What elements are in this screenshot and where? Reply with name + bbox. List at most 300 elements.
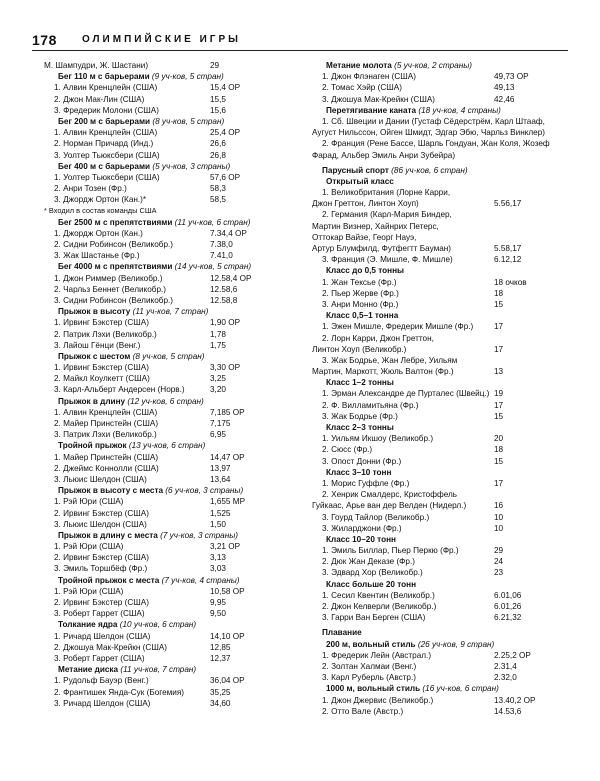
event-heading (44, 485, 308, 496)
result-text: 3. Роберт Гаррет (США) (54, 653, 145, 663)
result-value: 3,25 (210, 374, 226, 384)
result-value: 3,03 (210, 564, 226, 574)
result-line (312, 288, 568, 299)
result-text: 1. Рэй Юри (США) (54, 586, 124, 596)
heading-participants: (16 уч-ков, 6 стран) (420, 684, 499, 694)
result-value: 6,95 (210, 430, 226, 440)
result-text: 1. Ирвинг Бэкстер (США) (54, 318, 149, 328)
result-line (312, 500, 568, 511)
result-line (312, 254, 568, 265)
result-value: 3,21 ОР (210, 542, 241, 552)
result-line (44, 675, 308, 686)
result-line (312, 512, 568, 523)
result-line (312, 333, 568, 344)
result-line (312, 489, 568, 500)
result-line (312, 433, 568, 444)
result-line (312, 706, 568, 717)
heading-title: Класс 2–3 тонны (326, 423, 394, 432)
heading-participants: (18 уч-ков, 4 страны) (416, 105, 501, 115)
result-value: 1,525 (210, 508, 231, 518)
result-text: 1. Рудольф Бауэр (Венг.) (54, 676, 149, 686)
heading-title: Класс больше 20 тонн (326, 579, 417, 589)
event-heading (44, 71, 308, 82)
result-value: 7.41,0 (210, 251, 233, 261)
result-text: 1. Алвин Кренцлейн (США) (54, 407, 158, 417)
result-text: Аугуст Нильссон, Ойген Шмидт, Эдгар Эбю, Чарльз Винклер) (312, 128, 546, 138)
result-line (44, 82, 308, 93)
heading-title: Бег 400 м с барьерами (58, 161, 151, 171)
result-line (312, 590, 568, 601)
result-text: 3. Льюис Шелдон (США) (54, 519, 147, 529)
result-value: 58,3 (210, 184, 226, 194)
result-line (44, 519, 308, 530)
footnote-text: * Входил в состав команды США (44, 206, 157, 216)
result-text: 3. Карл Руберль (Австр.) (322, 673, 416, 683)
result-value: 49,13 (494, 83, 515, 93)
result-value: 2.31,4 (494, 661, 517, 671)
result-line (44, 127, 308, 138)
result-text: 3. Эдвард Хор (Великобр.) (322, 568, 423, 578)
heading-title: 200 м, вольный стиль (326, 639, 416, 649)
result-line (312, 232, 568, 243)
result-line (312, 127, 568, 138)
result-text: 3. Роберт Гаррет (США) (54, 609, 145, 619)
result-value: 1,655 МР (210, 497, 246, 507)
result-line (312, 94, 568, 105)
result-value: 7,185 ОР (210, 407, 245, 417)
result-value: 6.01,06 (494, 590, 522, 600)
result-text: 3. Патрик Лэхи (Великобр.) (54, 430, 157, 440)
result-value: 6.21,32 (494, 613, 522, 623)
result-text: 3. Гарри Ван Берген (США) (322, 613, 426, 623)
result-value: 29 (210, 61, 220, 70)
result-line (44, 508, 308, 519)
heading-participants: (10 уч-ков, 6 стран) (117, 620, 197, 630)
result-line (44, 474, 308, 485)
result-line (312, 567, 568, 578)
result-line (44, 608, 308, 619)
result-value: 17 (494, 322, 504, 332)
result-text: 3. Жак Шастанье (Фр.) (54, 251, 140, 261)
result-line (312, 545, 568, 556)
result-value: 9,50 (210, 609, 226, 619)
result-text: 3. Сидни Робинсон (Великобр.) (54, 295, 174, 305)
result-line (312, 344, 568, 355)
result-text: 3. Эмиль Торшбёф (Фр.) (54, 564, 148, 574)
result-value: 1,78 (210, 329, 226, 339)
result-value: 17 (494, 478, 504, 488)
result-line (312, 411, 568, 422)
result-text: 2. Майер Принстейн (США) (54, 419, 159, 428)
result-value: 3,20 (210, 385, 226, 395)
result-value: 7,175 (210, 419, 231, 428)
event-heading (44, 306, 308, 317)
result-text: 2. Анри Тозен (Фр.) (54, 184, 127, 194)
heading-title: Прыжок в высоту (58, 307, 131, 317)
heading-participants: (5 уч-ков, 3 страны) (150, 161, 231, 171)
result-line (44, 239, 308, 250)
result-value: 3,30 ОР (210, 363, 241, 373)
heading-title: Прыжок с шестом (58, 351, 131, 361)
result-text: 3. Карл-Альберт Андерсен (Норв.) (54, 385, 185, 395)
result-text: 3. Джошуа Мак-Крейкн (США) (322, 94, 436, 104)
result-line (312, 138, 568, 149)
result-text: 2. Джошуа Мак-Крейкн (США) (54, 642, 168, 652)
result-value: 10,58 ОР (210, 586, 245, 596)
result-line (312, 82, 568, 93)
result-value: 42,46 (494, 94, 515, 104)
result-text: 1. Ирвинг Бэкстер (США) (54, 363, 149, 373)
result-line (312, 400, 568, 411)
heading-participants: (26 уч-ков, 9 стран) (415, 639, 495, 649)
result-line (44, 653, 308, 664)
result-text: 1. Джон Риммер (Великобр.) (54, 273, 163, 283)
result-value: 13.40,2 ОР (494, 695, 536, 705)
result-value: 7.34,4 ОР (210, 228, 247, 238)
result-text: 3. Жак Бодрье, Жан Лебре, Уильям (322, 355, 458, 365)
left-column (44, 60, 308, 709)
result-line (44, 295, 308, 306)
result-value: 16 (494, 501, 504, 511)
result-line (312, 478, 568, 489)
result-value: 15 (494, 411, 504, 421)
result-text: 2. Отто Вале (Австр.) (322, 706, 404, 716)
result-line (44, 407, 308, 418)
result-value: 12.58,4 ОР (210, 273, 252, 283)
result-value: 14,47 ОР (210, 452, 245, 462)
page-header (32, 30, 568, 52)
result-text: 1. Рэй Юри (США) (54, 542, 124, 552)
heading-title: Открытый класс (326, 176, 394, 186)
heading-participants: (5 уч-ков, 2 страны) (391, 61, 472, 70)
heading-title: 1000 м, вольный стиль (326, 684, 421, 694)
result-line (44, 429, 308, 440)
result-line (312, 523, 568, 534)
result-line (312, 661, 568, 672)
event-heading (312, 310, 568, 321)
event-heading (44, 530, 308, 541)
result-text: 1. Алвин Кренцлейн (США) (54, 128, 158, 138)
heading-title: Парусный спорт (322, 165, 389, 175)
result-text: 2. Ирвинг Бэкстер (США) (54, 508, 149, 518)
result-line (312, 321, 568, 332)
result-line (312, 71, 568, 82)
event-heading (312, 579, 568, 590)
heading-title: Метание молота (326, 61, 392, 70)
result-line (312, 277, 568, 288)
result-value: 13 (494, 367, 504, 377)
heading-participants: (14 уч-ков, 5 стран) (172, 262, 252, 272)
event-heading (312, 377, 568, 388)
result-text: 2. Сидни Робинсон (Великобр.) (54, 240, 174, 249)
event-heading (44, 575, 308, 586)
result-text: 3. Льюис Шелдон (США) (54, 474, 147, 484)
running-title: ОЛИМПИЙСКИЕ ИГРЫ (82, 34, 241, 45)
result-text: 1. Эмиль Биллар, Пьер Перкю (Фр.) (322, 546, 459, 556)
result-value: 5.58,17 (494, 244, 522, 253)
result-line (312, 556, 568, 567)
result-text: 1. Морис Гуффле (Фр.) (322, 478, 410, 488)
event-heading (44, 161, 308, 172)
result-line (312, 355, 568, 366)
result-value: 29 (494, 546, 504, 556)
result-text: 2. Франтишек Янда-Сук (Богемия) (54, 687, 184, 697)
result-text: Оттокар Вайзе, Георг Науэ, (312, 232, 417, 242)
result-value: 15,5 (210, 94, 226, 104)
result-value: 26,6 (210, 139, 226, 149)
result-line (312, 612, 568, 623)
event-heading (312, 639, 568, 650)
result-value: 1,90 ОР (210, 318, 241, 328)
result-value: 5.56,17 (494, 199, 522, 209)
event-heading (44, 351, 308, 362)
result-text: 2. Майкл Коулкетт (США) (54, 374, 150, 384)
heading-title: Бег 2500 м с препятствиями (58, 217, 173, 227)
result-value: 15 (494, 299, 504, 309)
event-heading (44, 217, 308, 228)
heading-title: Класс 0,5–1 тонна (326, 311, 399, 321)
result-line (44, 597, 308, 608)
result-text: 1. Уолтер Тьюксбери (США) (54, 172, 160, 182)
result-value: 34,60 (210, 698, 231, 708)
heading-title: Класс 3–10 тонн (326, 467, 392, 477)
heading-participants: (7 уч-ков, 3 страны) (157, 530, 238, 540)
result-value: 26,8 (210, 150, 226, 160)
result-line (312, 388, 568, 399)
result-value: 3,13 (210, 553, 226, 563)
result-value: 15,4 ОР (210, 83, 241, 93)
heading-participants: (8 уч-ков, 5 стран) (130, 351, 205, 361)
result-line (44, 284, 308, 295)
heading-title: Бег 110 м с барьерами (58, 72, 150, 82)
heading-title: Прыжок в длину (58, 396, 126, 406)
result-text: 1. Джордж Ортон (Кан.) (54, 228, 143, 238)
result-text: М. Шампудри, Ж. Шастани) (44, 61, 149, 70)
result-text: Артур Блумфилд, Футфегтт Бауман) (312, 244, 451, 253)
result-text: 3. Франция (Э. Мишле, Ф. Мишле) (322, 255, 453, 265)
result-value: 14,10 ОР (210, 631, 245, 641)
heading-title: Прыжок в длину с места (58, 530, 158, 540)
result-line (312, 299, 568, 310)
event-heading (312, 105, 568, 116)
result-line (44, 317, 308, 328)
result-text: 1. Уильям Икшоу (Великобр.) (322, 434, 434, 444)
result-line (44, 496, 308, 507)
result-text: 3. Жак Бодрье (Фр.) (322, 411, 398, 421)
result-value: 13,64 (210, 474, 231, 484)
result-line (44, 273, 308, 284)
result-value: 13,97 (210, 463, 231, 473)
heading-participants: (9 уч-ков, 5 стран) (149, 72, 224, 82)
result-value: 19 (494, 389, 504, 399)
result-text: 1. Великобритания (Лорне Карри, (322, 188, 451, 198)
result-value: 36,04 ОР (210, 676, 245, 686)
event-heading (44, 664, 308, 675)
result-line (44, 631, 308, 642)
result-line (312, 601, 568, 612)
result-value: 12,37 (210, 653, 231, 663)
result-text: 2. Ф. Вилламитьяна (Фр.) (322, 400, 419, 410)
result-text: 2. Франция (Рене Бассе, Шарль Гондуан, Жан Коля, Жозеф (322, 139, 550, 149)
result-value: 2.32,0 (494, 673, 517, 683)
result-text: 3. Фредерик Молони (США) (54, 105, 159, 115)
result-value: 1,50 (210, 519, 226, 529)
result-text: 2. Джон Келверли (Великобр.) (322, 602, 437, 611)
result-text: 3. Опост Донни (Фр.) (322, 456, 402, 466)
result-line (44, 541, 308, 552)
result-line (44, 340, 308, 351)
result-line (312, 650, 568, 661)
result-text: Линтон Хоуп (Великобр.) (312, 344, 407, 354)
result-text: 1. Ричард Шелдон (США) (54, 631, 151, 641)
result-value: 18 (494, 445, 504, 455)
result-line (44, 642, 308, 653)
result-value: 2.25,2 ОР (494, 650, 531, 660)
result-value: 12,85 (210, 642, 231, 652)
result-text: 2. Золтан Халмаи (Венг.) (322, 661, 417, 671)
event-heading (312, 176, 568, 187)
right-column (312, 60, 568, 717)
result-text: 3. Гоурд Тайлор (Великобр.) (322, 512, 430, 522)
result-text: 3. Лайош Гёнци (Венг.) (54, 340, 141, 350)
result-value: 18 очков (494, 277, 527, 287)
result-line (44, 362, 308, 373)
result-line (44, 418, 308, 429)
result-text: 1. Эрман Александре де Пурталес (Швейц.) (322, 389, 490, 399)
footnote (44, 205, 308, 216)
result-value: 58,5 (210, 195, 226, 205)
heading-title: Класс 1–2 тонны (326, 378, 394, 388)
result-line (312, 187, 568, 198)
result-line (44, 687, 308, 698)
result-text: 3. Джордж Ортон (Кан.)* (54, 195, 147, 205)
result-text: Мартин, Маркотт, Жюль Валтон (Фр.) (312, 367, 454, 377)
result-text: 2. Норман Причард (Инд.) (54, 139, 154, 149)
result-line (312, 456, 568, 467)
result-text: 1. Сб. Швеции и Дании (Густаф Сёдерстрём, Карл Штааф, (322, 116, 545, 126)
result-line (312, 444, 568, 455)
result-value: 24 (494, 557, 504, 567)
result-value: 57,6 ОР (210, 172, 241, 182)
result-text: 2. Патрик Лэхи (Великобр.) (54, 329, 157, 339)
result-line (44, 150, 308, 161)
heading-title: Метание диска (58, 665, 119, 675)
result-value: 10 (494, 512, 504, 522)
heading-participants: (13 уч-ков, 6 стран) (126, 441, 206, 451)
result-value: 14.53,6 (494, 706, 522, 716)
result-line (44, 60, 308, 71)
result-line (312, 243, 568, 254)
result-value: 18 (494, 288, 504, 298)
result-line (312, 150, 568, 161)
result-text: 3. Жиларджони (Фр.) (322, 523, 402, 533)
result-text: 3. Уолтер Тьюксбери (США) (54, 150, 160, 160)
event-heading (44, 440, 308, 451)
event-heading (44, 619, 308, 630)
result-text: Джон Греттон, Линтон Хоуп) (312, 199, 419, 209)
result-text: 3. Ричард Шелдон (США) (54, 698, 151, 708)
heading-participants: (11 уч-ков, 7 стран) (130, 307, 209, 317)
event-heading (312, 683, 568, 694)
result-value: 1,75 (210, 340, 226, 350)
result-text: 2. Дюк Жан Деказе (Фр.) (322, 557, 415, 567)
page-number: 178 (32, 32, 57, 48)
result-text: 1. Эжен Мишле, Фредерик Мишле (Фр.) (322, 322, 474, 332)
result-line (312, 116, 568, 127)
result-value: 6.01,26 (494, 602, 522, 611)
heading-participants: (11 уч-ков, 6 стран) (172, 217, 251, 227)
result-value: 17 (494, 344, 504, 354)
result-line (312, 198, 568, 209)
heading-participants: (12 уч-ков, 6 стран) (125, 396, 204, 406)
event-heading (312, 422, 568, 433)
result-line (312, 695, 568, 706)
result-text: 1. Рэй Юри (США) (54, 497, 124, 507)
result-text: 2. Ирвинг Бэкстер (США) (54, 598, 149, 607)
sport-heading (312, 165, 568, 176)
result-text: 2. Пьер Жерве (Фр.) (322, 288, 399, 298)
result-line (44, 384, 308, 395)
heading-title: Бег 4000 м с препятствиями (58, 262, 173, 272)
header-rule (32, 50, 568, 51)
heading-participants: (8 уч-ков, 5 стран) (150, 116, 225, 126)
heading-participants: (7 уч-ков, 4 страны) (159, 575, 240, 585)
event-heading (312, 60, 568, 71)
heading-title: Класс 10–20 тонн (326, 534, 396, 544)
result-text: 2. Германия (Карл-Мария Биндер, (322, 210, 452, 220)
result-value: 49,73 ОР (494, 72, 529, 82)
result-text: 2. Чарльз Беннет (Великобр.) (54, 284, 167, 294)
result-text: Гуйкаас, Арье ван дер Велден (Нидерл.) (312, 501, 467, 511)
result-line (44, 250, 308, 261)
heading-title: Перетягивание каната (326, 105, 417, 115)
result-line (312, 209, 568, 220)
result-text: 2. Томас Хэйр (США) (322, 83, 402, 93)
result-text: Мартин Визнер, Хайнрих Петерс, (312, 221, 439, 231)
heading-title: Плавание (322, 628, 362, 638)
result-text: 2. Хенрик Смалдерс, Кристоффель (322, 490, 458, 500)
result-line (44, 105, 308, 116)
heading-participants: (86 уч-ков, 6 стран) (388, 165, 468, 175)
result-text: 3. Анри Монно (Фр.) (322, 299, 399, 309)
result-value: 25,4 ОР (210, 128, 241, 138)
result-value: 6.12,12 (494, 255, 522, 265)
event-heading (312, 534, 568, 545)
result-value: 15,6 (210, 105, 226, 115)
result-text: 2. Лорн Карри, Джон Греттон, (322, 333, 434, 343)
heading-title: Прыжок в высоту с места (58, 486, 164, 496)
heading-title: Тройной прыжок (58, 441, 127, 451)
result-line (44, 228, 308, 239)
result-text: 1. Жан Тексье (Фр.) (322, 277, 397, 287)
result-line (44, 698, 308, 709)
result-text: 2. Сюсс (Фр.) (322, 445, 373, 455)
result-value: 12.58,8 (210, 295, 238, 305)
result-line (312, 221, 568, 232)
result-value: 35,25 (210, 687, 231, 697)
result-text: 2. Джеймс Коннолли (США) (54, 463, 159, 473)
event-heading (312, 265, 568, 276)
result-text: Фарад, Альбер Эмиль Анри Зубейра) (312, 150, 456, 160)
result-line (44, 586, 308, 597)
result-value: 10 (494, 523, 504, 533)
result-text: 2. Ирвинг Бэкстер (США) (54, 553, 149, 563)
result-value: 7.38,0 (210, 240, 233, 249)
result-line (312, 672, 568, 683)
result-text: 2. Джон Мак-Лин (США) (54, 94, 145, 104)
result-value: 20 (494, 434, 504, 444)
result-line (44, 452, 308, 463)
